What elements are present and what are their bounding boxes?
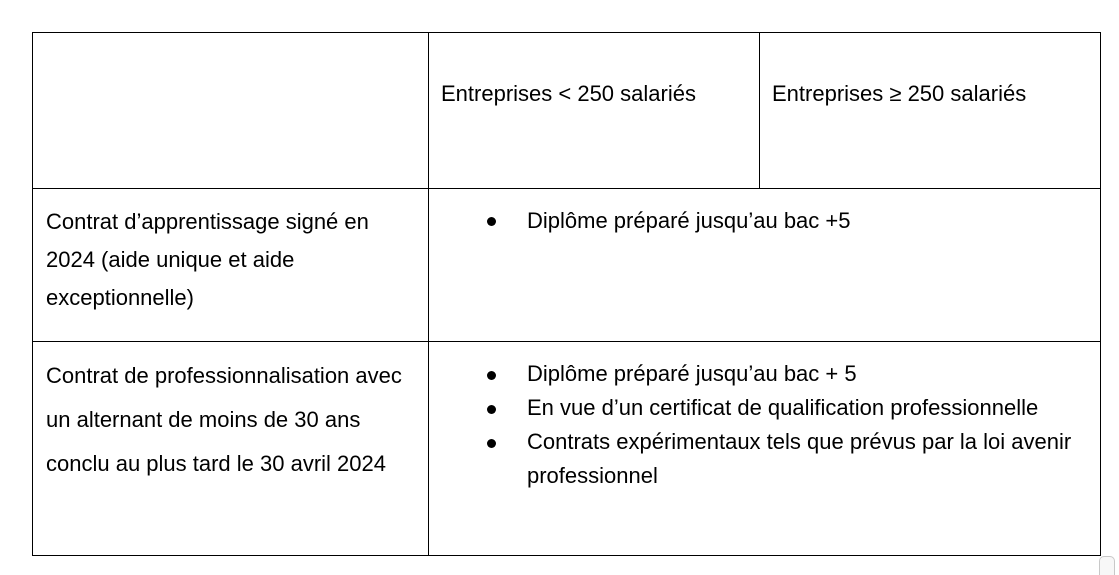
row-conditions-cell xyxy=(429,342,1101,556)
table-header-row xyxy=(33,33,1101,189)
eligibility-table xyxy=(32,32,1101,556)
list-item xyxy=(484,425,1080,493)
row-label-cell xyxy=(33,342,429,556)
header-label: Entreprises ≥ 250 salariés xyxy=(772,81,1027,106)
list-item-text: Diplôme préparé jusqu’au bac +5 xyxy=(527,208,851,233)
list-item xyxy=(484,391,1080,425)
bullet-icon xyxy=(487,371,496,380)
scroll-handle-icon[interactable] xyxy=(1099,556,1115,575)
row-label: Contrat de professionnalisation avec un alternant de moins de 30 ans conclu au plus tard le 30 avril 2024 xyxy=(46,363,402,476)
row-label: Contrat d’apprentissage signé en 2024 (aide unique et aide exceptionnelle) xyxy=(46,209,369,310)
conditions-list xyxy=(429,342,1100,493)
conditions-list xyxy=(429,189,1100,239)
header-label: Entreprises < 250 salariés xyxy=(441,81,696,106)
list-item-text: Diplôme préparé jusqu’au bac + 5 xyxy=(527,361,857,386)
bullet-icon xyxy=(487,217,496,226)
list-item-text: Contrats expérimentaux tels que prévus par la loi avenir professionnel xyxy=(527,429,1072,488)
table-row xyxy=(33,189,1101,342)
row-conditions-cell xyxy=(429,189,1101,342)
bullet-icon xyxy=(487,405,496,414)
bullet-icon xyxy=(487,439,496,448)
list-item xyxy=(484,203,1080,239)
list-item xyxy=(484,357,1080,391)
list-item-text: En vue d’un certificat de qualification professionnelle xyxy=(527,395,1039,420)
row-label-cell xyxy=(33,189,429,342)
table-row xyxy=(33,342,1101,556)
header-cell-small-companies xyxy=(429,33,760,189)
header-corner-cell xyxy=(33,33,429,189)
header-cell-large-companies xyxy=(760,33,1101,189)
